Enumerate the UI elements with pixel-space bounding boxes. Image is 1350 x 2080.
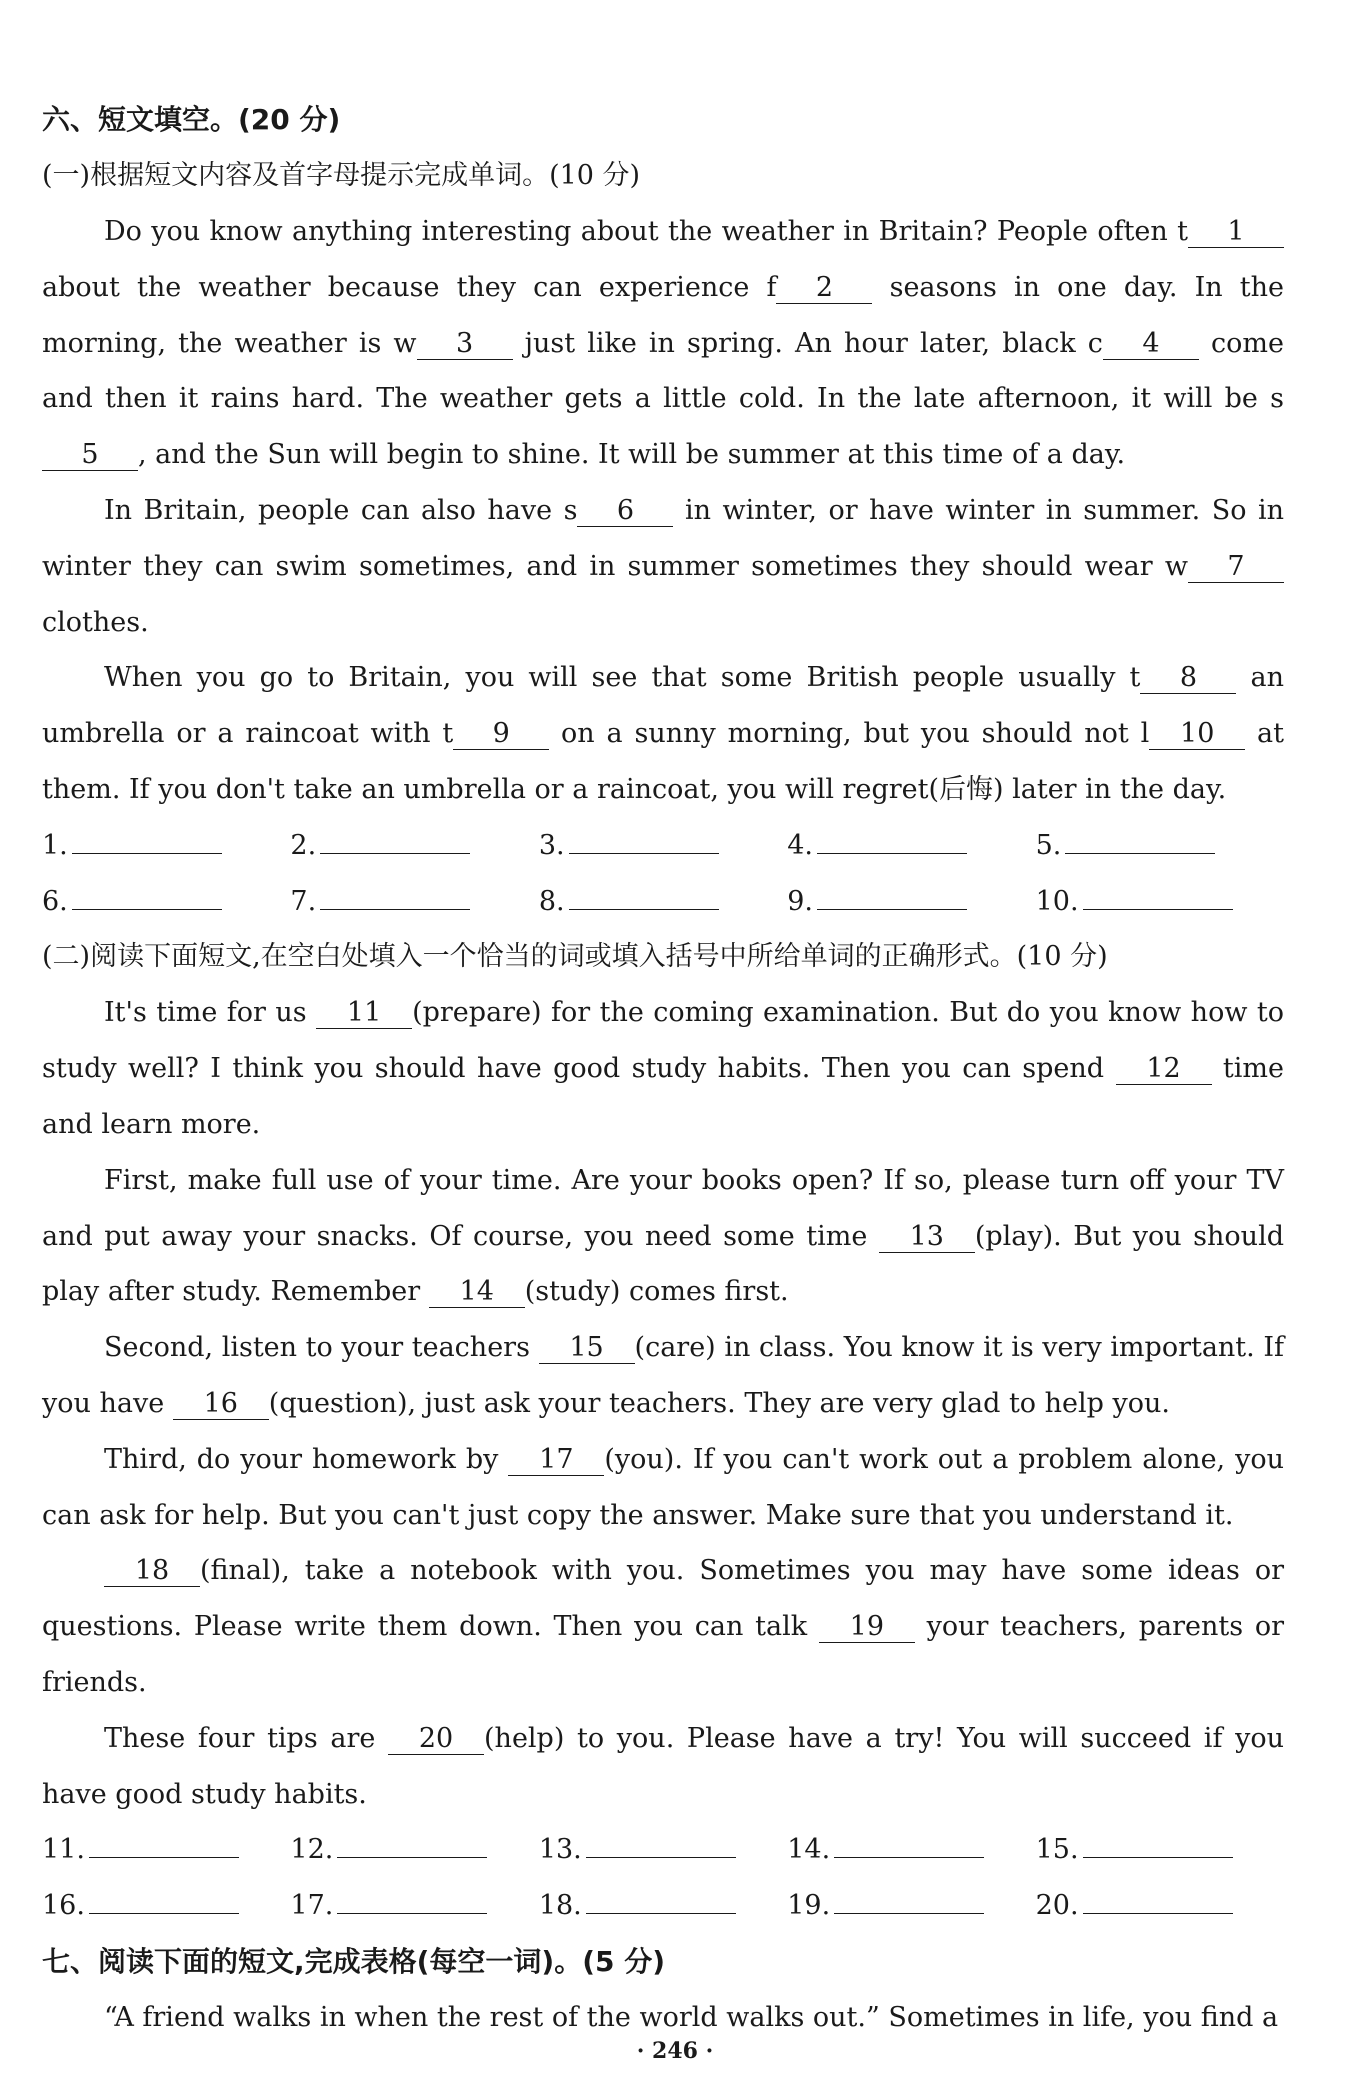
answer-slot[interactable]: [539, 1822, 787, 1878]
answer-row-16-20: [42, 1878, 1284, 1934]
text-segment: (play). But you should play after study. Remember: [42, 1220, 1284, 1308]
text-segment: seasons in one day. In the morning, the weather is w: [42, 271, 1284, 359]
text-segment: (care) in class. You know it is very important. If you have: [42, 1332, 1285, 1419]
answer-number: 2.: [290, 829, 317, 861]
text-segment: These four tips are: [104, 1722, 389, 1754]
part-a-paragraph-1: [42, 204, 1284, 483]
answer-slot[interactable]: [539, 874, 787, 930]
answer-slot[interactable]: [290, 874, 538, 930]
text-segment: at them. If you don't take an umbrella or a raincoat, you will regret(后悔) later in the day.: [42, 718, 1285, 805]
answer-number: 18.: [538, 1890, 582, 1922]
text-segment: time and learn more.: [42, 1053, 1285, 1140]
answer-row-6-10: [42, 874, 1284, 930]
text-segment: clothes.: [42, 606, 149, 638]
answer-line[interactable]: [569, 853, 719, 854]
answer-line[interactable]: [817, 909, 967, 910]
text-segment: about the weather because they can experience f: [42, 271, 777, 303]
blank-2: 2: [776, 273, 872, 304]
answer-row-11-15: [42, 1822, 1284, 1878]
answer-number: 8.: [538, 885, 565, 917]
answer-slot[interactable]: [1036, 1822, 1284, 1878]
answer-slot[interactable]: [290, 1822, 538, 1878]
text-segment: (help) to you. Please have a try! You will succeed if you have good study habits.: [42, 1722, 1284, 1810]
answer-number: 1.: [42, 829, 68, 861]
answer-slot[interactable]: [42, 1878, 290, 1934]
answer-line[interactable]: [1083, 1913, 1233, 1914]
blank-14: 14: [429, 1277, 525, 1308]
text-segment: In Britain, people can also have s: [104, 494, 578, 526]
answer-number: 13.: [538, 1834, 582, 1866]
answer-line[interactable]: [569, 909, 719, 910]
text-segment: come and then it rains hard. The weather gets a little cold. In the late afternoon, it will be s: [42, 327, 1284, 415]
answer-line[interactable]: [72, 853, 222, 854]
blank-18: 18: [104, 1556, 200, 1587]
text-segment: (final), take a notebook with you. Sometimes you may have some ideas or questions. Please write them down. Then you can talk: [42, 1555, 1284, 1643]
answer-line[interactable]: [89, 1857, 239, 1858]
answer-slot[interactable]: [1036, 1878, 1284, 1934]
answer-slot[interactable]: [787, 874, 1035, 930]
blank-16: 16: [173, 1389, 269, 1420]
text-segment: Third, do your homework by: [104, 1443, 509, 1475]
blank-7: 7: [1188, 552, 1284, 583]
answer-slot[interactable]: [290, 818, 538, 874]
blank-5: 5: [42, 440, 138, 471]
answer-slot[interactable]: [787, 818, 1035, 874]
blank-8: 8: [1140, 663, 1236, 694]
part-b-paragraph-2: [42, 1153, 1284, 1320]
blank-15: 15: [539, 1333, 635, 1364]
answer-number: 3.: [538, 829, 565, 861]
answer-line[interactable]: [586, 1913, 736, 1914]
answer-line[interactable]: [834, 1913, 984, 1914]
answer-line[interactable]: [586, 1857, 736, 1858]
answer-slot[interactable]: [539, 1878, 787, 1934]
answer-slot[interactable]: [42, 818, 290, 874]
section-6-title: 六、短文填空。(20 分): [42, 103, 341, 136]
blank-1: 1: [1188, 217, 1284, 248]
answer-slot[interactable]: [42, 874, 290, 930]
answer-number: 17.: [290, 1890, 334, 1922]
answer-number: 11.: [42, 1834, 85, 1866]
answer-line[interactable]: [817, 853, 967, 854]
text-segment: (you). If you can't work out a problem alone, you can ask for help. But you can't just copy the answer. Make sure that you understand it.: [42, 1443, 1284, 1531]
answer-slot[interactable]: [1036, 818, 1284, 874]
text-segment: Do you know anything interesting about the weather in Britain? People often t: [104, 216, 1188, 247]
part-b-paragraph-6: [42, 1711, 1284, 1823]
answer-slot[interactable]: [787, 1822, 1035, 1878]
blank-13: 13: [879, 1222, 975, 1253]
blank-10: 10: [1149, 719, 1245, 750]
text-segment: It's time for us: [104, 997, 317, 1029]
answer-line[interactable]: [337, 1857, 487, 1858]
answer-number: 10.: [1035, 885, 1079, 917]
part-a-paragraph-2: [42, 483, 1284, 650]
answer-row-1-5: [42, 818, 1284, 874]
answer-line[interactable]: [1065, 853, 1215, 854]
text-segment: an umbrella or a raincoat with t: [42, 662, 1284, 750]
answer-number: 20.: [1035, 1890, 1079, 1922]
answer-number: 7.: [290, 885, 317, 917]
answer-slot[interactable]: [787, 1878, 1035, 1934]
answer-line[interactable]: [1083, 909, 1233, 910]
answer-line[interactable]: [337, 1913, 487, 1914]
text-segment: (question), just ask your teachers. They are very glad to help you.: [268, 1387, 1170, 1419]
answer-slot[interactable]: [290, 1878, 538, 1934]
answer-line[interactable]: [72, 909, 222, 910]
section-7-paragraph-1: “A friend walks in when the rest of the world walks out.” Sometimes in life, you find a: [104, 2001, 1279, 2033]
part-b-title: (二)阅读下面短文,在空白处填入一个恰当的词或填入括号中所给单词的正确形式。(10 分): [42, 941, 1108, 973]
text-segment: , and the Sun will begin to shine. It will be summer at this time of a day.: [138, 439, 1126, 471]
answer-line[interactable]: [89, 1913, 239, 1914]
answer-slot[interactable]: [42, 1822, 290, 1878]
blank-11: 11: [316, 998, 412, 1029]
text-segment: When you go to Britain, you will see that some British people usually t: [104, 662, 1141, 694]
answer-number: 9.: [787, 885, 813, 917]
part-b-paragraph-3: [42, 1320, 1284, 1432]
blank-12: 12: [1116, 1054, 1212, 1085]
answer-line[interactable]: [320, 909, 470, 910]
page-number: · 246 ·: [636, 2038, 714, 2064]
answer-number: 12.: [290, 1834, 334, 1866]
part-b-paragraph-4: [42, 1432, 1284, 1544]
blank-19: 19: [819, 1612, 915, 1643]
answer-line[interactable]: [834, 1857, 984, 1858]
blank-3: 3: [417, 329, 513, 360]
text-segment: just like in spring. An hour later, black c: [512, 327, 1103, 359]
answer-number: 16.: [42, 1890, 85, 1922]
blank-9: 9: [453, 719, 549, 750]
text-segment: Second, listen to your teachers: [104, 1332, 539, 1364]
blank-6: 6: [577, 496, 673, 527]
text-segment: First, make full use of your time. Are your books open? If so, please turn off your TV and put away your snacks. Of course, you need some time: [42, 1164, 1284, 1252]
text-segment: on a sunny morning, but you should not l: [549, 718, 1150, 750]
answer-slot[interactable]: [1036, 874, 1284, 930]
part-a-title: (一)根据短文内容及首字母提示完成单词。(10 分): [42, 160, 641, 191]
text-segment: (prepare) for the coming examination. But do you know how to study well? I think you should have good study habits. Then you can spend: [42, 997, 1284, 1085]
text-segment: your teachers, parents or friends.: [42, 1611, 1285, 1698]
text-segment: (study) comes first.: [524, 1276, 789, 1308]
part-a-paragraph-3: [42, 650, 1284, 817]
blank-20: 20: [388, 1724, 484, 1755]
section-7-title: 七、阅读下面的短文,完成表格(每空一词)。(5 分): [42, 1944, 666, 1978]
answer-number: 4.: [787, 829, 813, 861]
answer-line[interactable]: [320, 853, 470, 854]
answer-line[interactable]: [1083, 1857, 1233, 1858]
answer-number: 6.: [42, 885, 68, 917]
blank-4: 4: [1103, 329, 1199, 360]
blank-17: 17: [508, 1445, 604, 1476]
answer-number: 19.: [787, 1890, 831, 1922]
answer-number: 5.: [1035, 829, 1062, 861]
part-b-paragraph-5: [42, 1543, 1284, 1710]
text-segment: in winter, or have winter in summer. So in winter they can swim sometimes, and in summer sometimes they should wear w: [42, 494, 1284, 582]
part-b-paragraph-1: [42, 985, 1284, 1152]
answer-slot[interactable]: [539, 818, 787, 874]
answer-number: 14.: [787, 1834, 831, 1866]
answer-number: 15.: [1035, 1834, 1079, 1866]
